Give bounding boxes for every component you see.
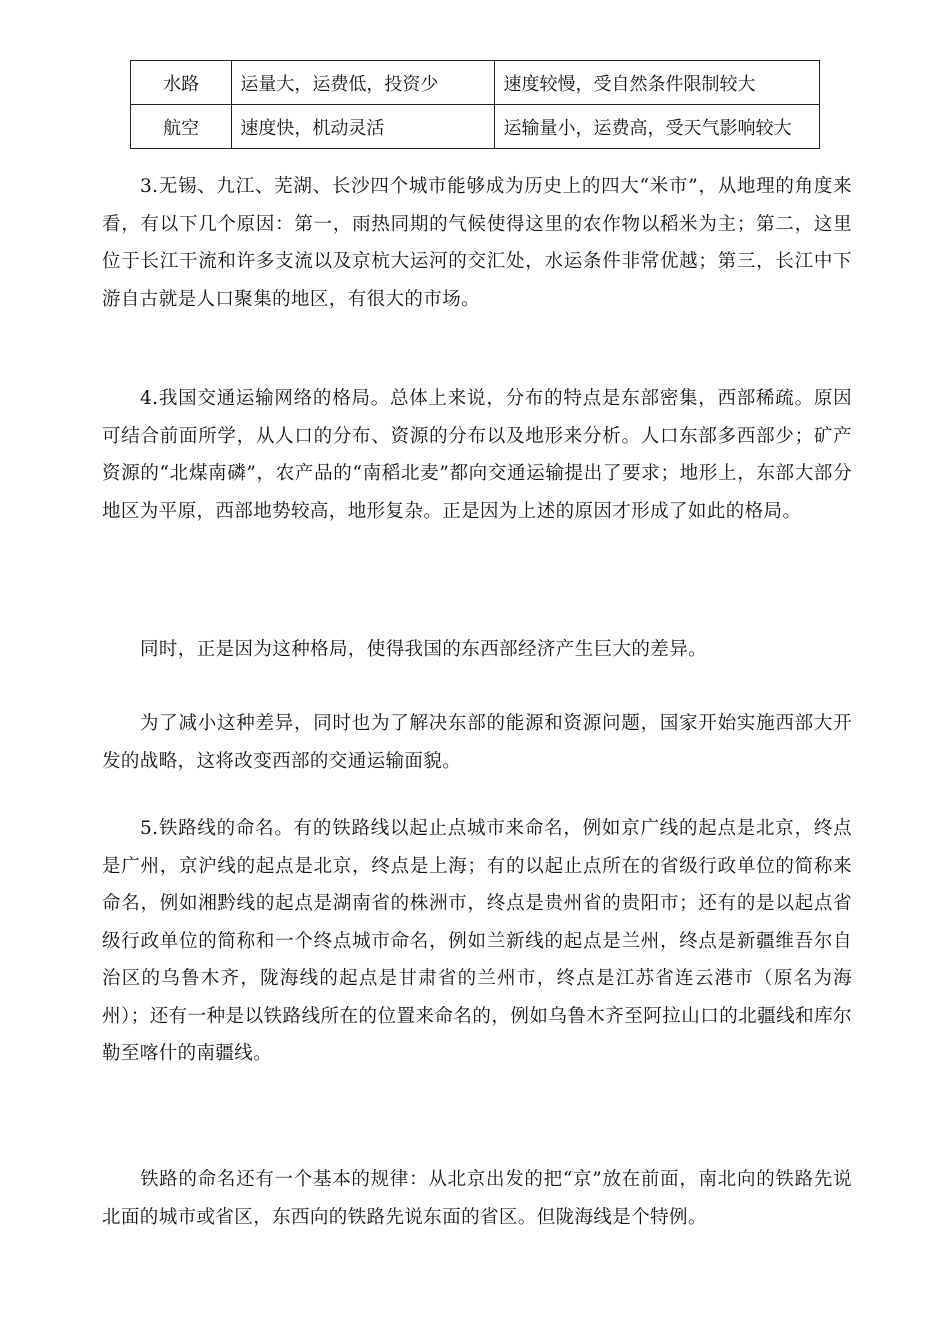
advantages-cell: 速度快，机动灵活 — [232, 105, 495, 149]
table-row — [131, 105, 820, 149]
disadvantages-cell: 运输量小，运费高，受天气影响较大 — [495, 105, 820, 149]
transport-comparison-table — [130, 60, 820, 149]
paragraph-rice-markets: 3.无锡、九江、芜湖、长沙四个城市能够成为历史上的四大“米市”，从地理的角度来看，有以下几个原因：第一，雨热同期的气候使得这里的农作物以稻米为主；第二，这里位于长江干流和许多支流以及京杭大运河的交汇处，水运条件非常优越；第三，长江中下游自古就是人口聚集的地区，有很大的市场。 — [102, 176, 852, 310]
transport-mode-cell: 航空 — [131, 105, 232, 149]
paragraph-railway-naming: 5.铁路线的命名。有的铁路线以起止点城市来命名，例如京广线的起点是北京，终点是广州，京沪线的起点是北京，终点是上海；有的以起止点所在的省级行政单位的简称来命名，例如湘黔线的起点是湖南省的株洲市，终点是贵州省的贵阳市；还有的是以起点省级行政单位的简称和一个终点城市命名，例如兰新线的起点是兰州，终点是新疆维吾尔自治区的乌鲁木齐，陇海线的起点是甘肃省的兰州市，终点是江苏省连云港市（原名为海州）；还有一种是以铁路线所在的位置来命名的，例如乌鲁木齐至阿拉山口的北疆线和库尔勒至喀什的南疆线。 — [102, 818, 852, 1064]
paragraph-western-development: 为了减小这种差异，同时也为了解决东部的能源和资源问题，国家开始实施西部大开发的战略，这将改变西部的交通运输面貌。 — [102, 713, 852, 772]
advantages-cell: 运量大，运费低，投资少 — [232, 61, 495, 105]
paragraph-transport-network: 4.我国交通运输网络的格局。总体上来说，分布的特点是东部密集，西部稀疏。原因可结合前面所学，从人口的分布、资源的分布以及地形来分析。人口东部多西部少；矿产资源的“北煤南磷”，农产品的“南稻北麦”都向交通运输提出了要求；地形上，东部大部分地区为平原，西部地势较高，地形复杂。正是因为上述的原因才形成了如此的格局。 — [102, 388, 852, 522]
transport-mode-cell: 水路 — [131, 61, 232, 105]
disadvantages-cell: 速度较慢，受自然条件限制较大 — [495, 61, 820, 105]
table-row — [131, 61, 820, 105]
paragraph-east-west-gap: 同时，正是因为这种格局，使得我国的东西部经济产生巨大的差异。 — [140, 639, 708, 660]
paragraph-railway-naming-rule: 铁路的命名还有一个基本的规律：从北京出发的把“京”放在前面，南北向的铁路先说北面的城市或省区，东西向的铁路先说东面的省区。但陇海线是个特例。 — [102, 1169, 852, 1228]
